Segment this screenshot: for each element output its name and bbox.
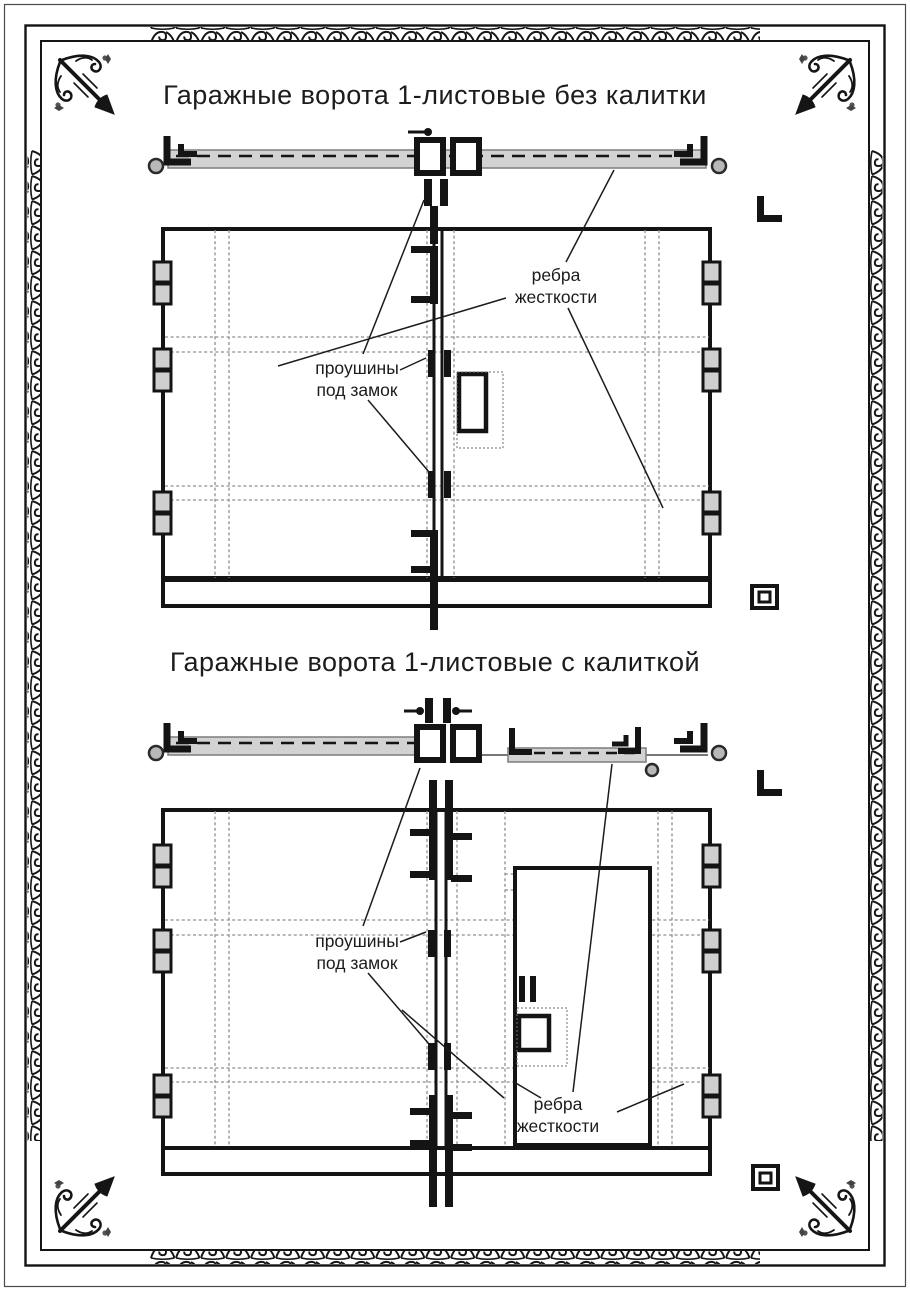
scroll-band-right bbox=[870, 150, 883, 1141]
plan-bolt-left bbox=[425, 698, 433, 723]
plan-bolt-right bbox=[440, 179, 448, 206]
lock-lug-plan-left bbox=[417, 140, 443, 173]
scroll-band-bottom bbox=[150, 1251, 760, 1264]
s2-square-detail-mark bbox=[753, 1166, 778, 1189]
lock-lugs-lower bbox=[428, 1043, 451, 1070]
top-bolt-rod-right bbox=[445, 780, 453, 880]
plan-bolt-left bbox=[424, 179, 432, 206]
wicket-handle bbox=[519, 1016, 549, 1050]
bottom-bolt-arms bbox=[410, 1108, 472, 1151]
section-gate-without-wicket bbox=[149, 80, 782, 630]
bottom-bolt-bracket bbox=[411, 530, 438, 574]
s2-front-view bbox=[154, 780, 778, 1207]
gate-handle bbox=[459, 374, 486, 431]
section-2-title: Гаражные ворота 1-листовые с калиткой bbox=[169, 647, 701, 677]
lock-lug-plan-left bbox=[417, 727, 443, 760]
wicket-hinge-pin bbox=[646, 764, 658, 776]
s1-front-view bbox=[154, 206, 777, 630]
frame-outer-hairline bbox=[5, 5, 906, 1287]
corner-ornament-top-right bbox=[796, 54, 856, 114]
ribs-label-line2: жесткости bbox=[516, 1116, 600, 1136]
corner-ornament-bottom-right bbox=[796, 1177, 856, 1237]
lock-lug-plan-right bbox=[453, 140, 479, 173]
scroll-band-top bbox=[150, 27, 760, 40]
hinge-pin-left bbox=[149, 746, 163, 760]
lock-pin-head bbox=[424, 128, 432, 136]
corner-ornament-bottom-left bbox=[54, 1177, 114, 1237]
lugs-label-line2: под замок bbox=[316, 380, 398, 400]
top-bolt-arms bbox=[410, 829, 472, 882]
lock-pin-right-head bbox=[452, 707, 460, 715]
lock-pin-left-head bbox=[416, 707, 424, 715]
ribs-label-line2: жесткости bbox=[514, 287, 598, 307]
section-gate-with-wicket bbox=[149, 647, 782, 1207]
lock-lugs-upper bbox=[428, 930, 451, 957]
lugs-label-line2: под замок bbox=[316, 953, 398, 973]
s1-annotations bbox=[278, 170, 663, 508]
lock-lugs-lower bbox=[428, 471, 451, 498]
s1-angle-detail-mark bbox=[757, 196, 782, 222]
top-bolt-bracket bbox=[411, 246, 438, 304]
hinge-pin-right bbox=[712, 746, 726, 760]
page-frame bbox=[5, 5, 906, 1287]
lock-lugs-upper bbox=[428, 350, 451, 377]
lock-lug-plan-right bbox=[453, 727, 479, 760]
s1-plan-view bbox=[149, 128, 726, 206]
scroll-band-left bbox=[28, 150, 41, 1141]
s1-square-detail-mark bbox=[752, 586, 777, 608]
lugs-label-line1: проушины bbox=[315, 931, 399, 951]
s2-angle-detail-mark bbox=[757, 770, 782, 796]
hinge-pin-left bbox=[149, 159, 163, 173]
hinge-plan-right bbox=[674, 723, 704, 749]
s2-plan-view bbox=[149, 698, 726, 776]
hinge-pin-right bbox=[712, 159, 726, 173]
gate-sheet-plan-left bbox=[168, 737, 434, 755]
corner-ornament-top-left bbox=[54, 54, 114, 114]
lugs-label-line1: проушины bbox=[315, 358, 399, 378]
ribs-label-line1: ребра bbox=[531, 265, 581, 285]
plan-bolt-right bbox=[443, 698, 451, 723]
top-bolt-rod bbox=[430, 206, 438, 244]
ribs-label-line1: ребра bbox=[533, 1094, 583, 1114]
section-1-title: Гаражные ворота 1-листовые без калитки bbox=[163, 80, 707, 110]
s1-leader-lines bbox=[278, 170, 663, 508]
